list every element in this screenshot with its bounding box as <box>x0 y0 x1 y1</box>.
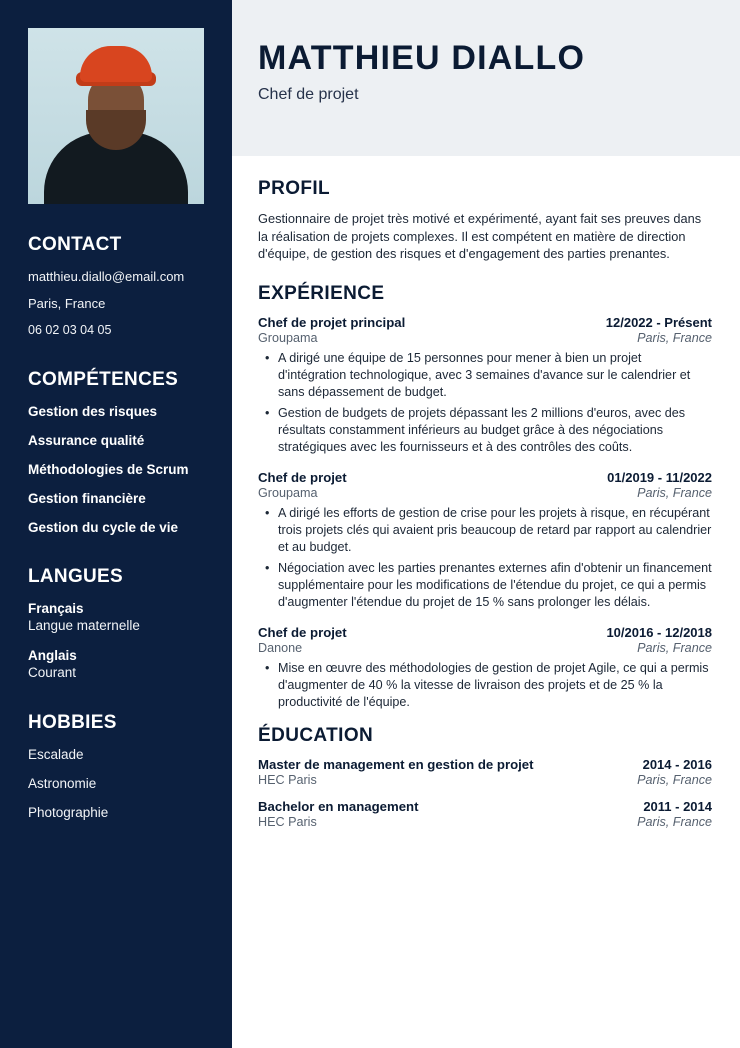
experience-title: Chef de projet <box>258 624 347 640</box>
education-meta-row <box>258 815 712 829</box>
experience-location: Paris, France <box>637 485 712 500</box>
experience-title-row <box>258 470 712 485</box>
experience-title: Chef de projet <box>258 469 347 485</box>
profile-text: Gestionnaire de projet très motivé et expérimenté, ayant fait ses preuves dans la réalisation de projets complexes. Il est compétent en matière de direction d'équipe, de gestion des risques et d'engagement des parties prenantes. <box>258 211 702 261</box>
contact-phone: 06 02 03 04 05 <box>28 323 112 337</box>
education-item <box>258 799 712 829</box>
experience-dates: 12/2022 - Présent <box>605 314 712 330</box>
experience-item <box>258 315 712 456</box>
hobby-item: Escalade <box>28 747 84 762</box>
contact-location: Paris, France <box>28 296 106 311</box>
resume-header <box>232 0 740 156</box>
experience-heading: EXPÉRIENCE <box>258 282 385 304</box>
education-item <box>258 757 712 787</box>
list-item: • A dirigé une équipe de 15 personnes pour mener à bien un projet d'intégration technologique, avec 3 semaines d'avance sur le calendrier et sans dépassement de budget. <box>258 350 712 401</box>
job-role-subtitle: Chef de projet <box>258 86 359 103</box>
education-meta-row <box>258 773 712 787</box>
education-location: Paris, France <box>637 814 712 829</box>
resume-body <box>232 156 740 829</box>
list-item: • Négociation avec les parties prenantes externes afin d'obtenir un financement supplémentaire pour les modifications de l'étendue du projet, ce qui a permis d'augmenter l'étendue du projet de 15 % sans prolonger les délais. <box>258 560 712 611</box>
experience-title: Chef de projet principal <box>258 314 406 330</box>
list-item: • Mise en œuvre des méthodologies de gestion de projet Agile, ce qui a permis d'augmenter de 40 % la vitesse de livraison des projets et de 25 % la productivité de l'équipe. <box>258 660 712 711</box>
sidebar <box>0 0 232 1048</box>
education-dates: 2014 - 2016 <box>642 756 712 772</box>
portrait-hat <box>80 46 152 82</box>
education-school: HEC Paris <box>258 814 317 829</box>
language-name: Anglais <box>28 648 77 663</box>
experience-bullets <box>258 660 712 711</box>
experience-meta-row <box>258 331 712 345</box>
education-heading: ÉDUCATION <box>258 724 374 746</box>
experience-bullets <box>258 505 712 611</box>
skill-item: Gestion des risques <box>28 404 158 419</box>
experience-meta-row <box>258 641 712 655</box>
skill-item: Assurance qualité <box>28 433 145 448</box>
education-title: Bachelor en management <box>258 798 419 814</box>
hobbies-heading: HOBBIES <box>28 712 117 733</box>
experience-bullets <box>258 350 712 456</box>
page-title: MATTHIEU DIALLO <box>258 39 586 77</box>
language-name: Français <box>28 601 84 616</box>
hobby-item: Photographie <box>28 805 109 820</box>
experience-dates: 10/2016 - 12/2018 <box>606 624 712 640</box>
experience-location: Paris, France <box>637 640 712 655</box>
hobby-item: Astronomie <box>28 776 97 791</box>
avatar <box>28 28 204 204</box>
experience-item <box>258 470 712 611</box>
experience-item <box>258 625 712 711</box>
education-title-row <box>258 799 712 814</box>
experience-dates: 01/2019 - 11/2022 <box>607 469 712 485</box>
education-location: Paris, France <box>637 772 712 787</box>
experience-location: Paris, France <box>637 330 712 345</box>
list-item: • Gestion de budgets de projets dépassant les 2 millions d'euros, avec des résultats constamment inférieurs au budget grâce à des négociations stratégiques avec les fournisseurs et à des contrôles des coûts. <box>258 405 712 456</box>
experience-title-row <box>258 315 712 330</box>
skill-item: Gestion financière <box>28 491 146 506</box>
contact-email: matthieu.diallo@email.com <box>28 269 185 284</box>
education-title-row <box>258 757 712 772</box>
education-school: HEC Paris <box>258 772 317 787</box>
skill-item: Gestion du cycle de vie <box>28 520 179 535</box>
list-item: • A dirigé les efforts de gestion de crise pour les projets à risque, en récupérant trois projets clés qui avaient pris beaucoup de retard par rapport au calendrier et au budget. <box>258 505 712 556</box>
skill-item: Méthodologies de Scrum <box>28 462 189 477</box>
experience-company: Groupama <box>258 485 318 500</box>
experience-meta-row <box>258 486 712 500</box>
education-dates: 2011 - 2014 <box>643 798 712 814</box>
language-level: Langue maternelle <box>28 618 140 633</box>
profile-heading: PROFIL <box>258 178 331 199</box>
main-content <box>232 0 740 1048</box>
experience-company: Danone <box>258 640 303 655</box>
languages-heading: LANGUES <box>28 566 123 587</box>
experience-company: Groupama <box>258 330 318 345</box>
skills-heading: COMPÉTENCES <box>28 369 179 390</box>
education-title: Master de management en gestion de projet <box>258 756 534 772</box>
contact-heading: CONTACT <box>28 234 122 255</box>
language-level: Courant <box>28 665 77 680</box>
experience-title-row <box>258 625 712 640</box>
